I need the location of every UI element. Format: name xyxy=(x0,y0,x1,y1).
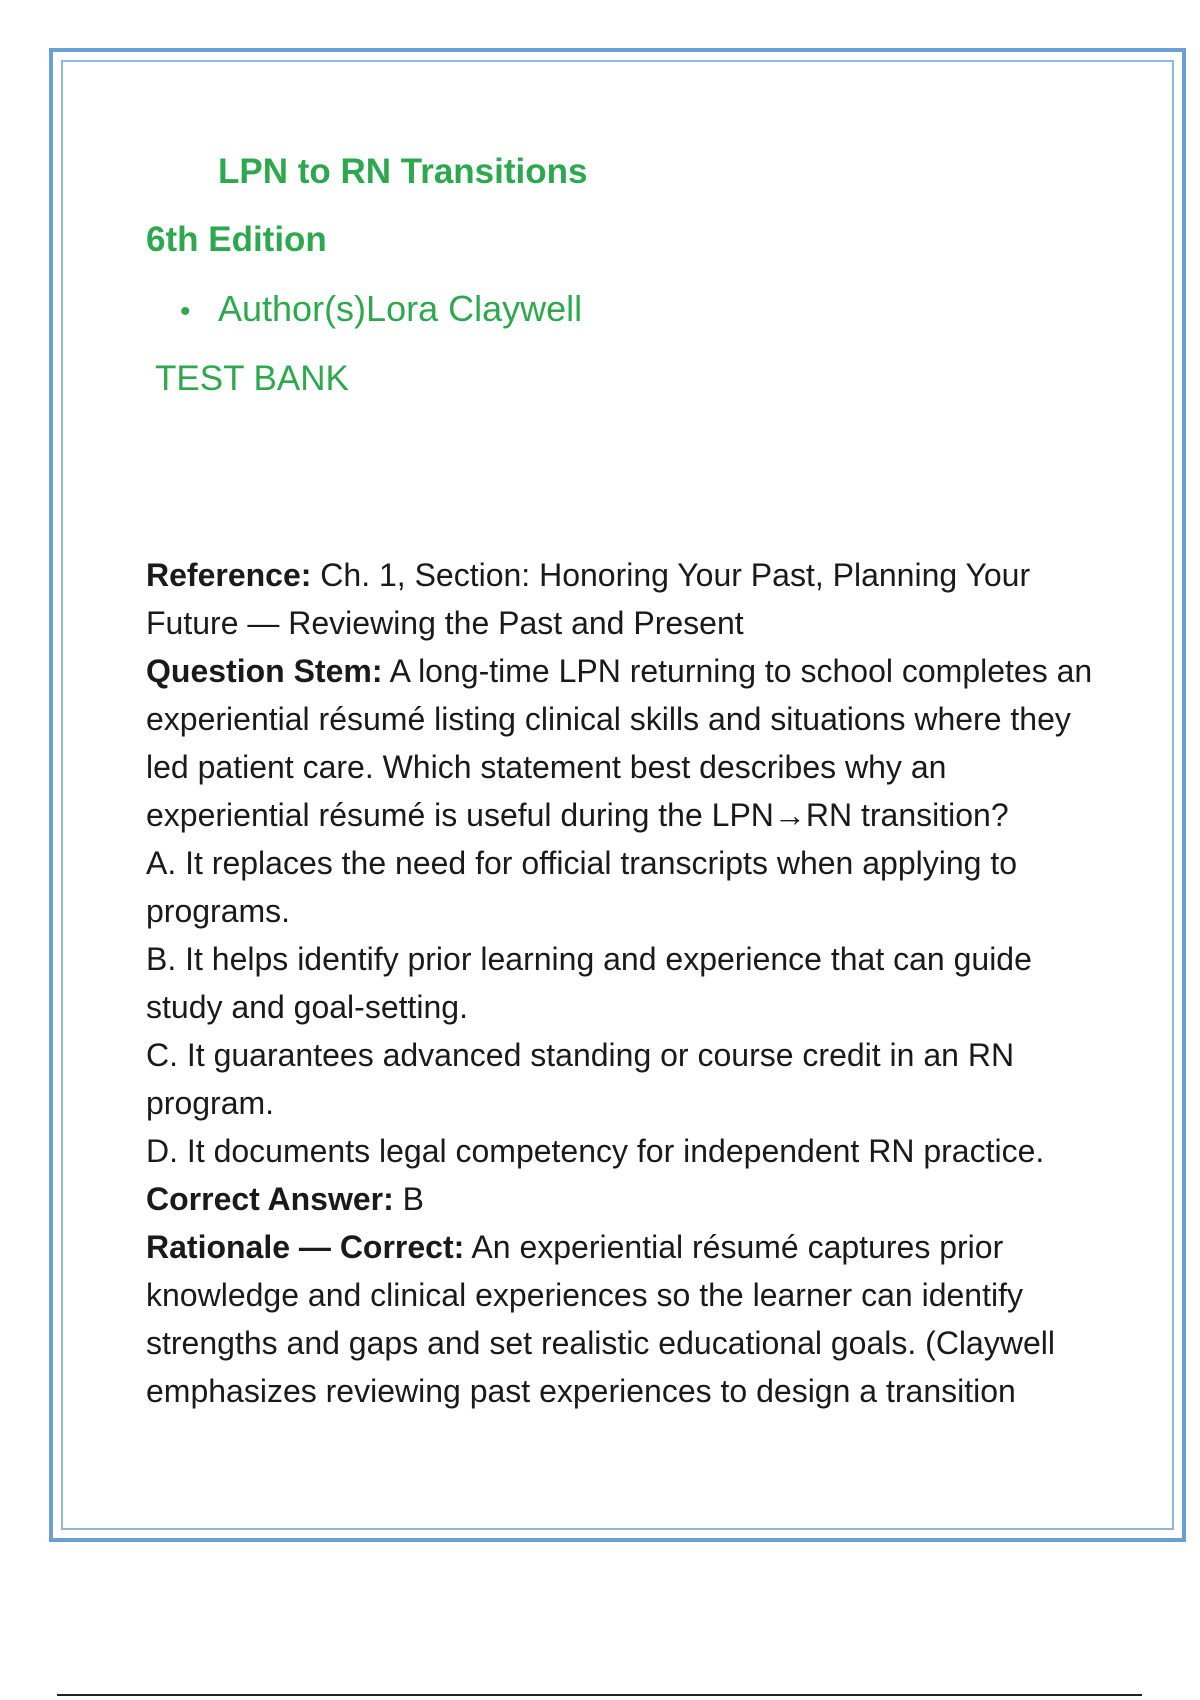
book-edition: 6th Edition xyxy=(146,220,327,259)
rationale xyxy=(146,1223,1096,1415)
stem-text: A long-time LPN returning to school completes an experiential résumé listing clinical skills and situations where they led patient care. Which statement best describes why an experiential résumé is useful during the LPN→RN transition? xyxy=(146,653,1093,833)
reference-text: Ch. 1, Section: Honoring Your Past, Planning Your Future — Reviewing the Past and Present xyxy=(146,557,1031,641)
option-b: B. It helps identify prior learning and experience that can guide study and goal-setting. xyxy=(146,941,1032,1025)
reference-line xyxy=(146,551,1096,647)
question-block xyxy=(146,551,1096,1415)
bullet-icon: • xyxy=(180,295,191,328)
book-title: LPN to RN Transitions xyxy=(218,152,588,191)
stem-label: Question Stem: xyxy=(146,653,383,689)
option-a: A. It replaces the need for official transcripts when applying to programs. xyxy=(146,845,1017,929)
footer-divider xyxy=(57,1694,1142,1696)
option-c: C. It guarantees advanced standing or course credit in an RN program. xyxy=(146,1037,1015,1121)
question-stem xyxy=(146,647,1096,839)
correct-answer xyxy=(146,1175,1096,1223)
author-row xyxy=(180,285,582,336)
rationale-label: Rationale — Correct: xyxy=(146,1229,465,1265)
author-name: Author(s)Lora Claywell xyxy=(218,288,583,329)
answer-label: Correct Answer: xyxy=(146,1181,394,1217)
option-d: D. It documents legal competency for independent RN practice. xyxy=(146,1133,1045,1169)
document-type: TEST BANK xyxy=(155,359,349,398)
reference-label: Reference: xyxy=(146,557,312,593)
answer-text: B xyxy=(393,1181,424,1217)
rationale-text: An experiential résumé captures prior knowledge and clinical experiences so the learner can identify strengths and gaps and set realistic educational goals. (Claywell emphasizes reviewing past experiences to design a transition xyxy=(146,1229,1055,1409)
